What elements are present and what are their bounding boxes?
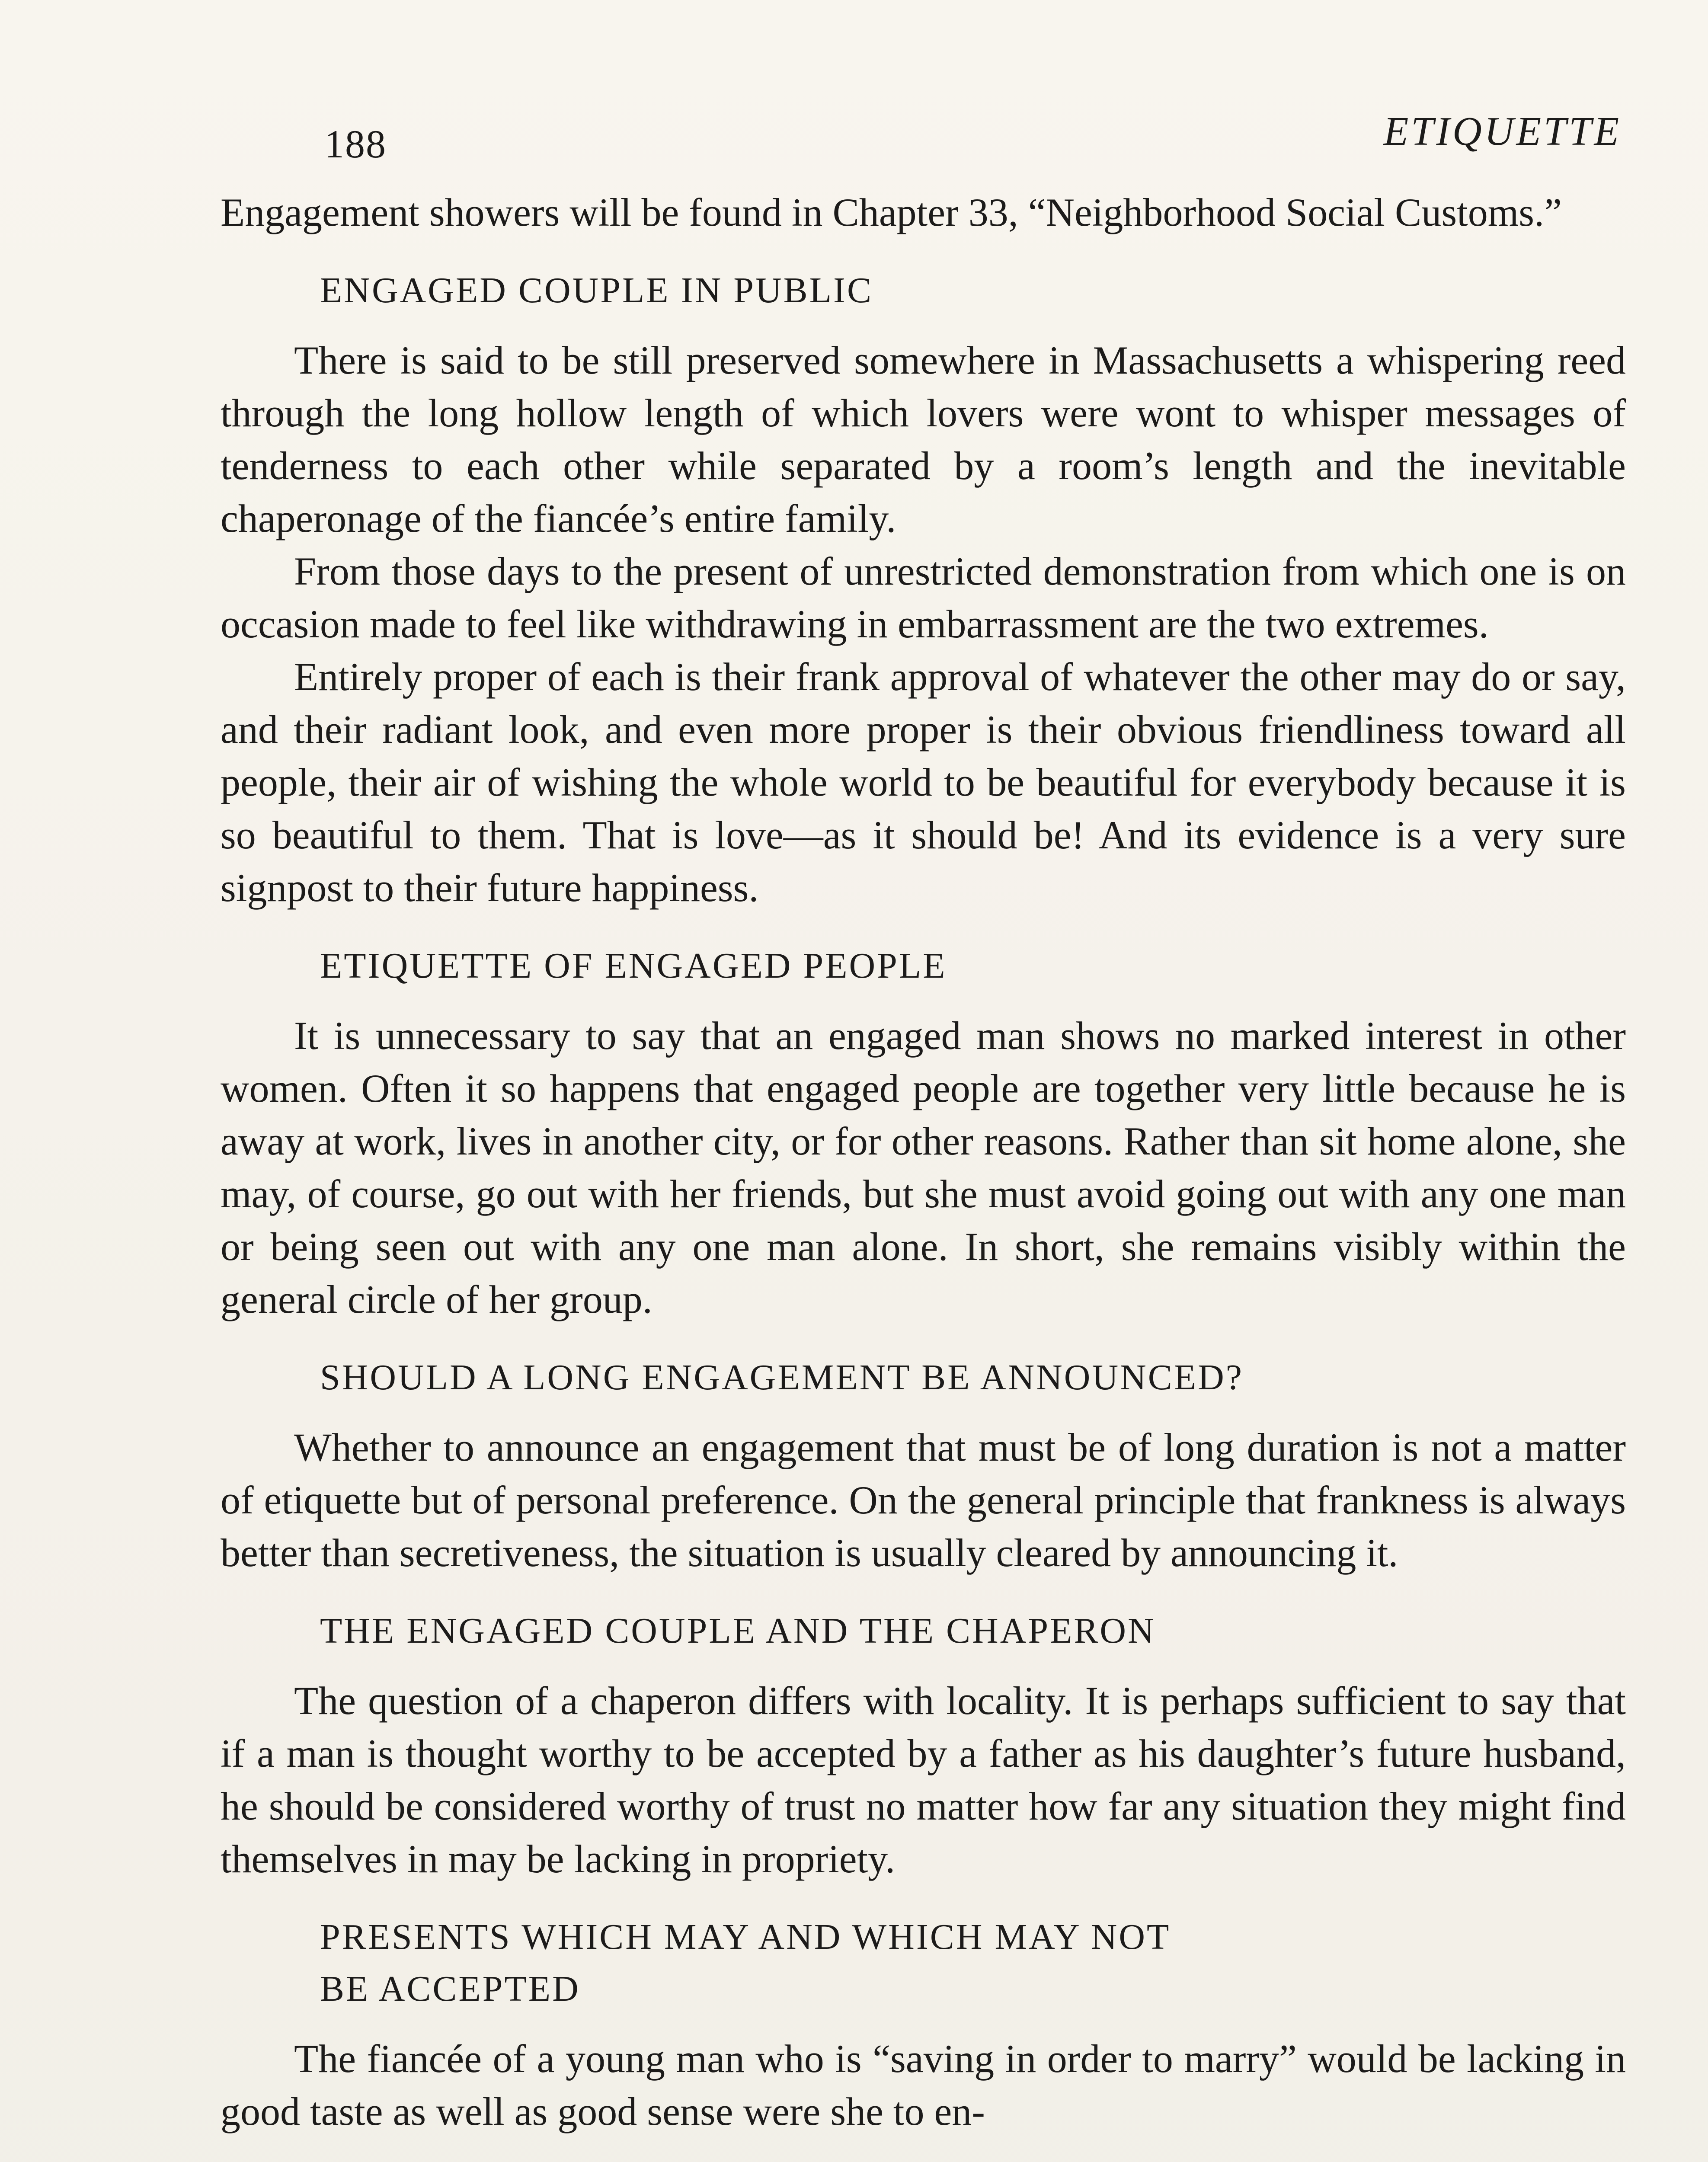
section-heading-chaperon: THE ENGAGED COUPLE AND THE CHAPERON bbox=[320, 1611, 1156, 1651]
section-heading-presents: PRESENTS WHICH MAY AND WHICH MAY NOT BE ACCEPTED bbox=[320, 1917, 1171, 2009]
paragraph: From those days to the present of unrestricted demonstration from which one is on occasion made to feel like withdrawing in embarrassment are the two extremes. bbox=[221, 549, 1626, 646]
section-heading-long-engagement: SHOULD A LONG ENGAGEMENT BE ANNOUNCED? bbox=[320, 1357, 1244, 1398]
body-text bbox=[221, 186, 1626, 2138]
paragraph: Entirely proper of each is their frank approval of whatever the other may do or say, and their radiant look, and even more proper is their obvious friendliness toward all people, their air of wishing the whole world to be beautiful for everybody because it is so beautiful to them. That is love—as it should be! And its evidence is a very sure signpost to their future happiness. bbox=[221, 655, 1626, 910]
running-head: ETIQUETTE bbox=[1383, 109, 1622, 154]
paragraph: It is unnecessary to say that an engaged man shows no marked interest in other women. Often it so happens that engaged people are together very little because he is away at work, lives in another city, or for other reasons. Rather than sit home alone, she may, of course, go out with her friends, but she must avoid going out with any one man or being seen out with any one man alone. In short, she remains visibly within the general circle of her group. bbox=[221, 1014, 1626, 1321]
section-heading-etiquette-of-engaged-people: ETIQUETTE OF ENGAGED PEOPLE bbox=[320, 946, 947, 986]
section-heading-engaged-couple-in-public: ENGAGED COUPLE IN PUBLIC bbox=[320, 270, 873, 310]
paragraph: The question of a chaperon differs with locality. It is perhaps sufficient to say that if a man is thought worthy to be accepted by a father as his daughter’s future husband, he should be considered worthy of trust no matter how far any situation they might find themselves in may be lacking in propriety. bbox=[221, 1679, 1626, 1881]
page-header bbox=[221, 108, 1622, 173]
paragraph: There is said to be still preserved somewhere in Massachusetts a whispering reed through the long hollow length of which lovers were wont to whisper messages of tenderness to each other while separated by a room’s length and the inevitable chaperonage of the fiancée’s entire family. bbox=[221, 338, 1626, 540]
intro-paragraph: Engagement showers will be found in Chapter 33, “Neighborhood Social Customs.” bbox=[221, 190, 1562, 234]
page-number: 188 bbox=[324, 122, 387, 166]
paragraph: The fiancée of a young man who is “saving in order to marry” would be lacking in good taste as well as good sense were she to en- bbox=[221, 2037, 1626, 2133]
paragraph: Whether to announce an engagement that must be of long duration is not a matter of etiquette but of personal preference. On the general principle that frankness is always better than secretiveness, the situation is usually cleared by announcing it. bbox=[221, 1425, 1626, 1575]
